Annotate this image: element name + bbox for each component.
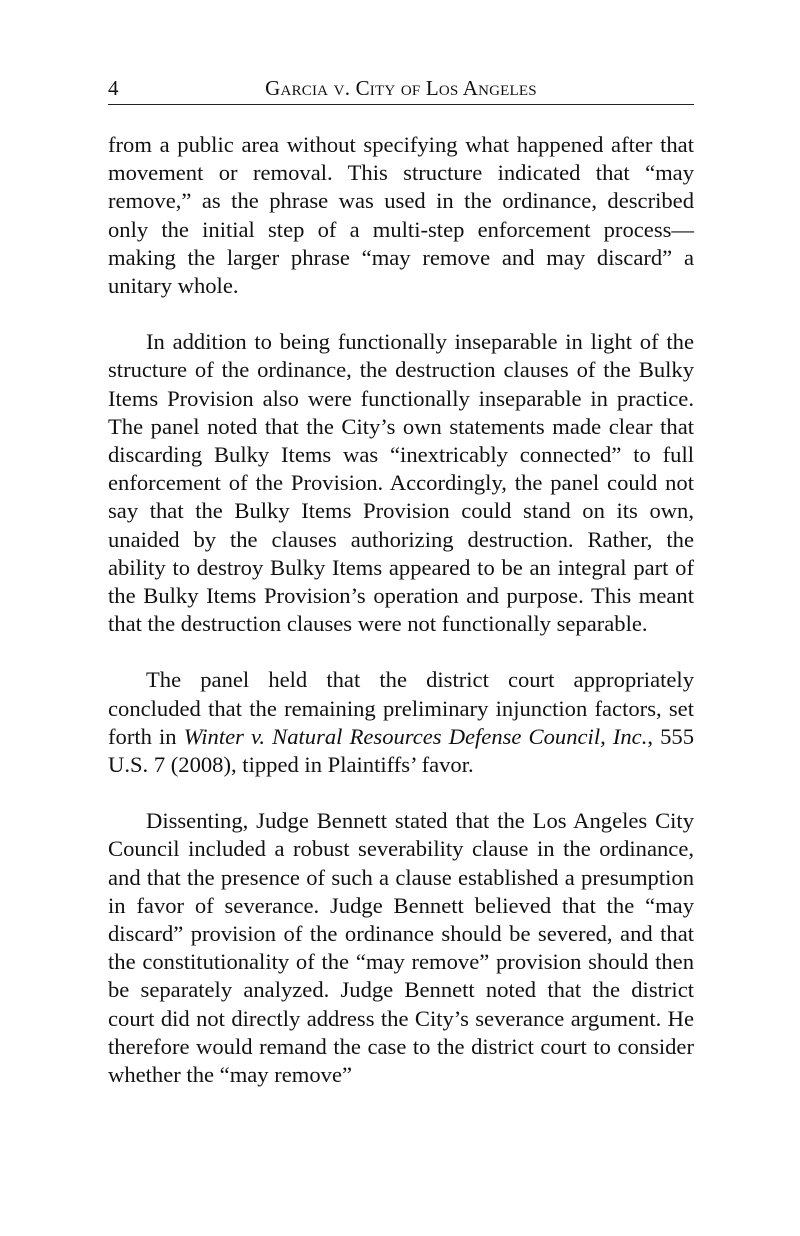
paragraph-3-after: , 555 U.S. 7 (2008), tipped in Plaintiffs’ favor. [108, 723, 695, 778]
page-header [108, 76, 694, 105]
paragraph-2: In addition to being functionally inseparable in light of the structure of the ordinance, the destruction clauses of the Bulky Items Provision also were functionally inseparable in practice. The panel noted that the City’s own statements made clear that discarding Bulky Items was “inextricably connected” to full enforcement of the Provision. Accordingly, the panel could not say that the Bulky Items Provision could stand on its own, unaided by the clauses authorizing destruction. Rather, the ability to destroy Bulky Items appeared to be an integral part of the Bulky Items Provision’s operation and purpose. This meant that the destruction clauses were not functionally separable. [108, 329, 694, 637]
page-number: 4 [108, 76, 119, 100]
running-title: Garcia v. City of Los Angeles [265, 76, 537, 100]
document-body [108, 131, 694, 1089]
paragraph-4: Dissenting, Judge Bennett stated that the Los Angeles City Council included a robust severability clause in the ordinance, and that the presence of such a clause established a presumption in favor of severance. Judge Bennett believed that the “may discard” provision of the ordinance should be severed, and that the constitutionality of the “may remove” provision should then be separately analyzed. Judge Bennett noted that the district court did not directly address the City’s severance argument. He therefore would remand the case to the district court to consider whether the “may remove” [108, 808, 694, 1088]
paragraph-3-before: The panel held that the district court appropriately concluded that the remaining preliminary injunction factors, set forth in [108, 667, 694, 749]
paragraph-1: from a public area without specifying what happened after that movement or removal. This structure indicated that “may remove,” as the phrase was used in the ordinance, described only the initial step of a multi-step enforcement process—making the larger phrase “may remove and may discard” a unitary whole. [108, 132, 694, 299]
case-citation-name: Winter v. Natural Resources Defense Council, Inc. [183, 723, 648, 749]
paragraph-3 [108, 666, 694, 779]
